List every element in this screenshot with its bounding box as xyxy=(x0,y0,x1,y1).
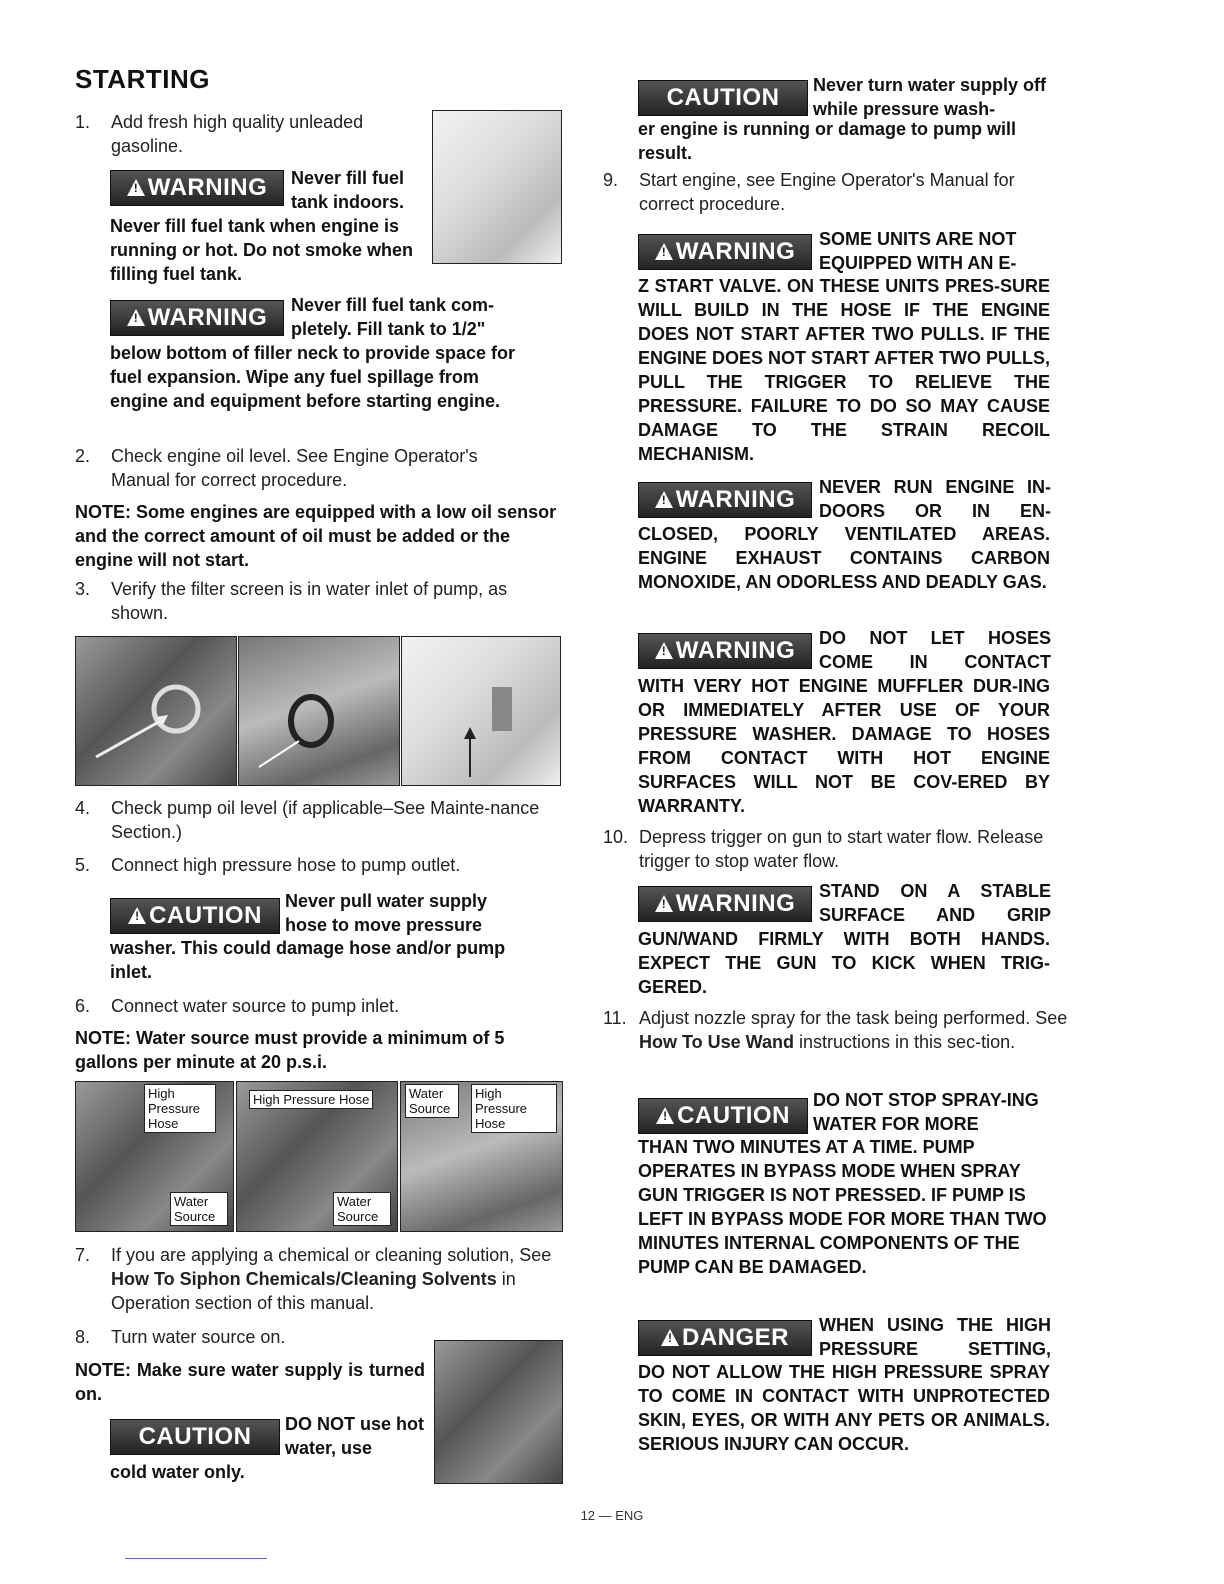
high-pressure-hose-label: High Pressure Hose xyxy=(144,1084,216,1133)
high-pressure-hose-label: High Pressure Hose xyxy=(471,1084,557,1133)
hose-connection-photo-1 xyxy=(75,1081,234,1232)
step-10: 10. Depress trigger on gun to start water flow. Release trigger to stop water flow. xyxy=(603,827,1044,871)
step-9: 9. Start engine, see Engine Operator's Manual for correct procedure. xyxy=(603,170,1015,214)
warning-badge: !WARNING xyxy=(110,170,284,206)
step-11: 11. Adjust nozzle spray for the task being performed. See How To Use Wand instructions in this sec-tion. xyxy=(603,1008,1068,1052)
hose-connection-photo-3 xyxy=(400,1081,563,1232)
warning-3-heading: SOME UNITS ARE NOT EQUIPPED WITH AN E- xyxy=(819,229,1017,273)
filter-screen-photo xyxy=(238,636,400,786)
warning-badge: !WARNING xyxy=(638,633,812,669)
water-source-label: Water Source xyxy=(333,1192,391,1226)
caution-badge: CAUTION xyxy=(638,80,808,116)
warning-badge: !WARNING xyxy=(638,482,812,518)
warning-triangle-icon xyxy=(655,895,673,912)
caution-badge: !CAUTION xyxy=(638,1098,808,1134)
warning-5-body: WITH VERY HOT ENGINE MUFFLER DUR-ING OR IMMEDIATELY AFTER USE OF YOUR PRESSURE WASHER. DAMAGE TO HOSES FROM CONTACT WITH HOT ENGINE SURFACES WILL NOT BE COV-ERED BY WARRANTY. xyxy=(638,676,1050,816)
caution-1-body: washer. This could damage hose and/or pump inlet. xyxy=(110,938,506,982)
step-7: 7. If you are applying a chemical or cleaning solution, See How To Siphon Chemicals/Cleaning Solvents in Operation section of this manual. xyxy=(75,1245,552,1313)
warning-4-body: CLOSED, POORLY VENTILATED AREAS. ENGINE EXHAUST CONTAINS CARBON MONOXIDE, AN ODORLESS AND DEADLY GAS. xyxy=(638,524,1050,592)
warning-3-body: Z START VALVE. ON THESE UNITS PRES-SURE WILL BUILD IN THE HOSE IF THE ENGINE DOES NOT START AFTER TWO PULLS. IF THE ENGINE DOES NOT START AFTER TWO PULLS, PULL THE TRIGGER TO RELIEVE THE PRESSURE. FAILURE TO DO SO MAY CAUSE DAMAGE TO THE STRAIN RECOIL MECHANISM. xyxy=(638,276,1050,464)
warning-triangle-icon xyxy=(655,243,673,260)
warning-4-heading: NEVER RUN ENGINE IN-DOORS OR IN EN- xyxy=(819,477,1051,521)
warning-triangle-icon xyxy=(127,179,145,196)
warning-2-body: below bottom of filler neck to provide space for fuel expansion. Wipe any fuel spillage from engine and equipment before starting engine. xyxy=(110,343,516,411)
caution-3-heading: Never turn water supply off while pressure wash- xyxy=(813,75,1047,119)
caution-badge: CAUTION xyxy=(110,1419,280,1455)
water-tap-photo xyxy=(434,1340,563,1484)
warning-6-heading: STAND ON A STABLE SURFACE AND GRIP xyxy=(819,881,1051,925)
warning-triangle-icon xyxy=(128,907,146,924)
warning-badge: !WARNING xyxy=(638,234,812,270)
danger-1-heading: WHEN USING THE HIGH PRESSURE SETTING, xyxy=(819,1315,1051,1359)
warning-triangle-icon xyxy=(127,309,145,326)
warning-badge: !WARNING xyxy=(110,300,284,336)
caution-2-heading: DO NOT use hot water, use xyxy=(285,1414,424,1458)
caution-3-body: er engine is running or damage to pump will result. xyxy=(638,119,1017,163)
step-4: 4. Check pump oil level (if applicable–See Mainte-nance Section.) xyxy=(75,798,540,842)
caution-4-body: THAN TWO MINUTES AT A TIME. PUMP OPERATES IN BYPASS MODE WHEN SPRAY GUN TRIGGER IS NOT PRESSED. IF PUMP IS LEFT IN BYPASS MODE FOR MORE THAN TWO MINUTES INTERNAL COMPONENTS OF THE PUMP CAN BE DAMAGED. xyxy=(638,1137,1047,1277)
caution-2-body: cold water only. xyxy=(110,1462,245,1482)
page-number: 12 — ENG xyxy=(580,1508,644,1523)
water-source-label: Water Source xyxy=(170,1192,228,1226)
warning-2-heading: Never fill fuel tank com-pletely. Fill tank to 1/2" xyxy=(291,295,495,339)
high-pressure-hose-label: High Pressure Hose xyxy=(249,1090,373,1109)
warning-triangle-icon xyxy=(656,1107,674,1124)
step-1: 1. Add fresh high quality unleaded gasoline. xyxy=(75,112,364,156)
step-5: 5. Connect high pressure hose to pump outlet. xyxy=(75,855,461,875)
warning-triangle-icon xyxy=(655,642,673,659)
danger-1-body: DO NOT ALLOW THE HIGH PRESSURE SPRAY TO COME IN CONTACT WITH UNPROTECTED SKIN, EYES, OR WITH ANY PETS OR ANIMALS. SERIOUS INJURY CAN OCCUR. xyxy=(638,1362,1050,1454)
note-low-oil: NOTE: Some engines are equipped with a low oil sensor and the correct amount of oil must be added or the engine will not start. xyxy=(75,502,557,570)
warning-5-heading: DO NOT LET HOSES COME IN CONTACT xyxy=(819,628,1051,672)
step-8: 8. Turn water source on. xyxy=(75,1327,286,1347)
step-3: 3. Verify the filter screen is in water inlet of pump, as shown. xyxy=(75,579,508,623)
water-source-label: Water Source xyxy=(405,1084,459,1118)
danger-badge: !DANGER xyxy=(638,1320,812,1356)
warning-triangle-icon xyxy=(661,1329,679,1346)
caution-4-heading: DO NOT STOP SPRAY-ING WATER FOR MORE xyxy=(813,1090,1039,1134)
note-water-on: NOTE: Make sure water supply is turned on. xyxy=(75,1360,425,1404)
caution-1-heading: Never pull water supply hose to move pressure xyxy=(285,891,488,935)
page-title: STARTING xyxy=(75,64,210,94)
warning-1-body: Never fill fuel tank when engine is running or hot. Do not smoke when filling fuel tank. xyxy=(110,216,413,284)
caution-badge: !CAUTION xyxy=(110,898,280,934)
divider xyxy=(125,1558,267,1559)
step-6: 6. Connect water source to pump inlet. xyxy=(75,996,400,1016)
pump-inlet-photo xyxy=(75,636,237,786)
hose-connection-photo-2 xyxy=(236,1081,398,1232)
inlet-fitting-photo xyxy=(401,636,561,786)
step-2: 2. Check engine oil level. See Engine Operator's Manual for correct procedure. xyxy=(75,446,478,490)
warning-triangle-icon xyxy=(655,491,673,508)
warning-1-heading: Never fill fuel tank indoors. xyxy=(291,168,405,212)
fuel-fill-photo xyxy=(432,110,562,264)
warning-badge: !WARNING xyxy=(638,886,812,922)
note-water-source: NOTE: Water source must provide a minimum of 5 gallons per minute at 20 p.s.i. xyxy=(75,1028,505,1072)
warning-6-body: GUN/WAND FIRMLY WITH BOTH HANDS. EXPECT THE GUN TO KICK WHEN TRIG-GERED. xyxy=(638,929,1050,997)
